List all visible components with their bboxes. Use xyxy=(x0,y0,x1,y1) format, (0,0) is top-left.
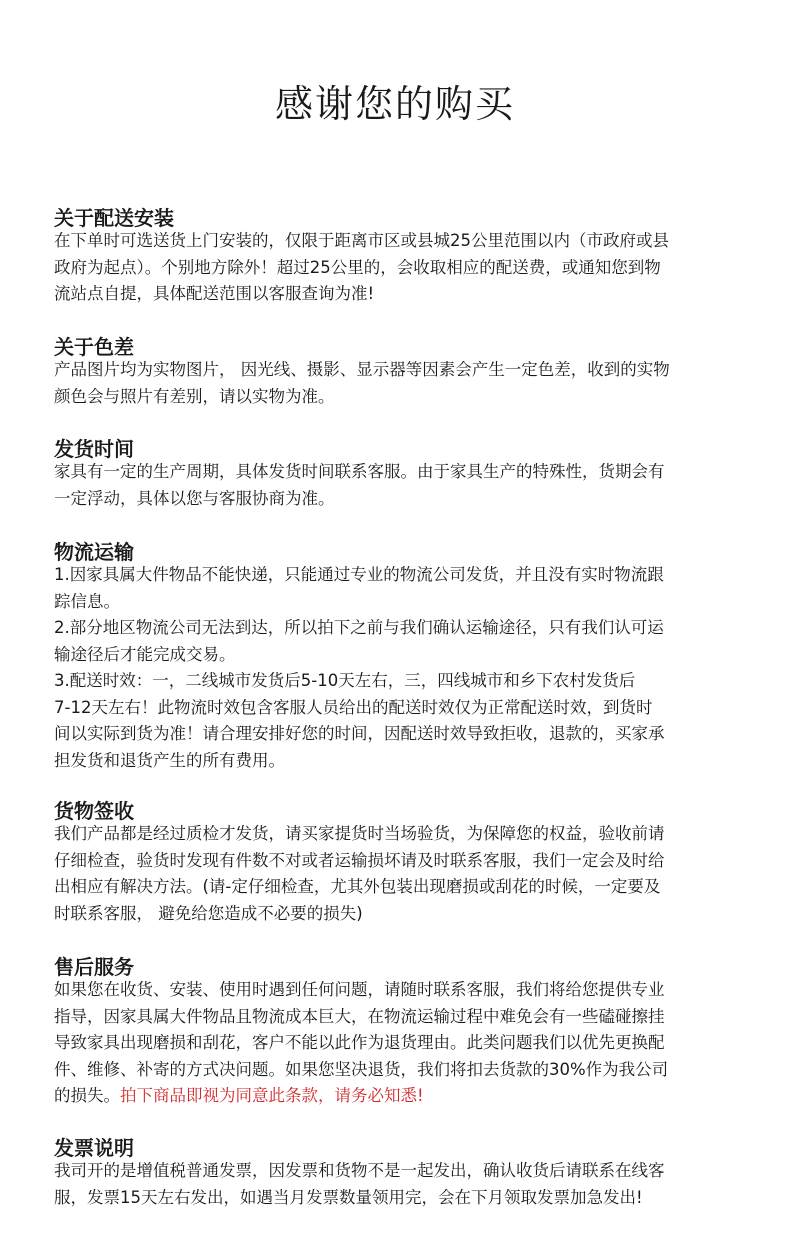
body-line: 输途径后才能完成交易。 xyxy=(54,644,236,664)
body-line: 服，发票15天左右发出，如遇当月发票数量领用完，会在下月领取发票加急发出! xyxy=(54,1187,643,1207)
warning-text: 拍下商品即视为同意此条款，请务必知悉! xyxy=(120,1086,424,1105)
body-line-with-warning xyxy=(54,1083,744,1110)
section-goods-receipt xyxy=(54,797,744,927)
body-line: 导致家具出现磨损和刮花，客户不能以此作为退货理由。此类问题我们以优先更换配 xyxy=(54,1033,665,1052)
body-line: 出相应有解决方法。(请-定仔细检查，尤其外包装出现磨损或刮花的时候，一定要及 xyxy=(54,877,661,896)
body-line: 颜色会与照片有差别，请以实物为准。 xyxy=(54,386,335,406)
section-heading: 物流运输 xyxy=(54,540,134,564)
body-line: 在下单时可选送货上门安装的，仅限于距离市区或县城25公里范围以内（市政府或县 xyxy=(54,231,669,250)
body-line: 踪信息。 xyxy=(54,591,120,611)
body-line: 2.部分地区物流公司无法到达，所以拍下之前与我们确认运输途径，只有我们认可运 xyxy=(54,618,664,637)
page-title: 感谢您的购买 xyxy=(274,82,515,126)
body-line: 指导，因家具属大件物品且物流成本巨大，在物流运输过程中难免会有一些磕碰擦挂 xyxy=(54,1006,665,1026)
body-text: 的损失。 xyxy=(54,1086,120,1105)
body-line: 如果您在收货、安装、使用时遇到任何问题，请随时联系客服，我们将给您提供专业 xyxy=(54,980,665,999)
section-invoice xyxy=(54,1134,744,1211)
body-line: 间以实际到货为准！请合理安排好您的时间，因配送时效导致拒收，退款的，买家承 xyxy=(54,724,665,743)
section-heading: 发票说明 xyxy=(54,1136,134,1160)
body-line: 仔细检查，验货时发现有件数不对或者运输损坏请及时联系客服，我们一定会及时给 xyxy=(54,850,665,870)
section-heading: 发货时间 xyxy=(54,437,134,461)
body-line: 担发货和退货产生的所有费用。 xyxy=(54,750,285,770)
section-heading: 货物签收 xyxy=(54,799,134,823)
body-line: 件、维修、补寄的方式决问题。如果您坚决退货，我们将扣去货款的30%作为我公司 xyxy=(54,1059,669,1079)
body-line: 产品图片均为实物图片， 因光线、摄影、显示器等因素会产生一定色差，收到的实物 xyxy=(54,360,670,379)
section-color-difference xyxy=(54,333,744,410)
body-line: 7-12天左右！此物流时效包含客服人员给出的配送时效仅为正常配送时效，到货时 xyxy=(54,697,653,717)
section-heading: 售后服务 xyxy=(54,955,134,979)
section-heading: 关于配送安装 xyxy=(54,206,174,230)
body-line: 我们产品都是经过质检才发货，请买家提货时当场验货，为保障您的权益，验收前请 xyxy=(54,824,665,843)
section-shipping-time xyxy=(54,435,744,512)
body-line: 家具有一定的生产周期，具体发货时间联系客服。由于家具生产的特殊性，货期会有 xyxy=(54,462,665,481)
body-line: 流站点自提，具体配送范围以客服查询为准! xyxy=(54,284,375,303)
section-logistics xyxy=(54,538,744,774)
body-line: 一定浮动，具体以您与客服协商为准。 xyxy=(54,488,335,508)
body-line: 3.配送时效：一，二线城市发货后5-10天左右，三，四线城市和乡下农村发货后 xyxy=(54,671,636,690)
body-line: 1.因家具属大件物品不能快递，只能通过专业的物流公司发货，并且没有实时物流跟 xyxy=(54,565,664,584)
body-line: 我司开的是增值税普通发票，因发票和货物不是一起发出，确认收货后请联系在线客 xyxy=(54,1161,665,1180)
section-delivery-installation xyxy=(54,204,744,308)
body-line: 政府为起点）。个别地方除外！超过25公里的，会收取相应的配送费，或通知您到物 xyxy=(54,257,661,277)
section-heading: 关于色差 xyxy=(54,335,134,359)
body-line: 时联系客服， 避免给您造成不必要的损失) xyxy=(54,903,363,923)
section-after-sales xyxy=(54,953,744,1110)
